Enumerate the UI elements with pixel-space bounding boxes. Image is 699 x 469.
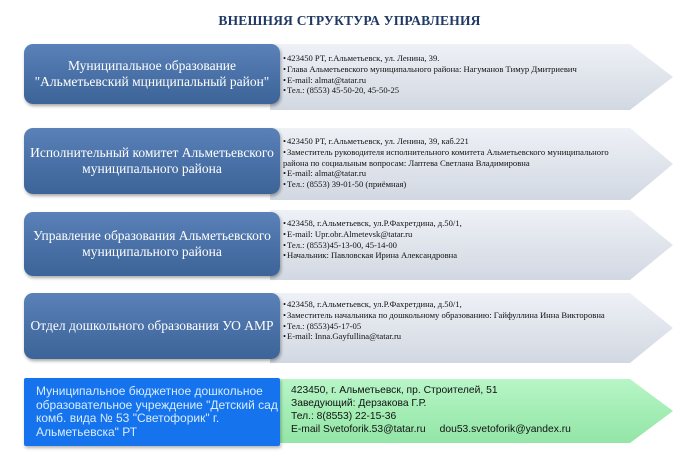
org-box-municipality[interactable] (24, 44, 280, 104)
info-line: •E-mail: almat@tatar.ru (283, 168, 367, 179)
info-text (283, 218, 643, 261)
email-secondary-link[interactable]: dou53.svetoforik@yandex.ru (439, 424, 571, 435)
org-box-education-department[interactable] (24, 212, 280, 276)
info-line: •Тел.: (8553) 39-01-50 (приёмная) (283, 179, 407, 190)
info-line: •E-mail: Upr.obr.Almetevsk@tatar.ru (283, 228, 413, 239)
info-line: 423450, г. Альметьевск, пр. Строителей, 51 (291, 385, 498, 396)
info-text (291, 384, 651, 436)
info-line: •Тел.: (8553)45-17-05 (283, 320, 362, 331)
structure-row-preschool-department (0, 293, 699, 363)
info-text (283, 136, 643, 190)
info-line: •423458, г.Альметьевск, ул.Р.Фахретдина, д.50/1, (283, 218, 462, 228)
info-line: •423458, г.Альметьевск, ул.Р.Фахретдина, д.50/1, (283, 299, 462, 309)
org-box-executive-committee[interactable] (24, 128, 280, 194)
email-primary-link[interactable]: E-mail Svetoforik.53@tatar.ru (291, 424, 426, 435)
info-line: •423450 РТ, г.Альметьевск, ул. Ленина, 39, каб.221 (283, 136, 469, 146)
org-name: Муниципальное образование "Альметьевский мцниципальный район" (34, 58, 270, 89)
org-name: Управление образования Альметьевского муниципального района (33, 228, 271, 259)
org-box-kindergarten[interactable] (24, 378, 280, 446)
info-line: Заведующий: Дерзакова Г.Р. (291, 398, 427, 409)
page-title: ВНЕШНЯЯ СТРУКТУРА УПРАВЛЕНИЯ (218, 13, 481, 28)
info-line-email (291, 423, 651, 436)
org-name: Отдел дошкольного образования УО АМР (30, 318, 274, 333)
info-line: •Тел.: (8553) 45-50-20, 45-50-25 (283, 85, 400, 96)
org-name: Муниципальное бюджетное дошкольное образовательное учреждение "Детский сад комб. вида № 53 "Светофорик" г. Альметьевска" РТ (36, 384, 278, 439)
structure-row-kindergarten (0, 375, 699, 445)
structure-row-education-department (0, 210, 699, 280)
structure-row-municipality (0, 44, 699, 110)
info-line: Тел.: 8(8553) 22-15-36 (291, 411, 397, 422)
info-line: •Глава Альметьевского муниципального района: Нагуманов Тимур Дмитриевич (283, 63, 577, 74)
info-line: •Тел.: (8553)45-13-00, 45-14-00 (283, 239, 397, 250)
info-line: •Заместитель начальника по дошкольному образованию: Гайфуллина Инна Викторовна (283, 309, 605, 320)
info-line: •E-mail: almat@tatar.ru (283, 74, 367, 85)
info-line: •E-mail: Inna.Gayfullina@tatar.ru (283, 331, 402, 342)
org-box-preschool-department[interactable] (24, 293, 280, 359)
info-text (283, 53, 643, 96)
structure-row-executive-committee (0, 128, 699, 200)
info-line: •Заместитель руководителя исполнительного комитета Альметьевского муниципального района по социальным вопросам: Лаптева Светлана Владимировна (283, 146, 609, 168)
info-line: •Начальник: Павловская Ирина Александровна (283, 250, 458, 261)
info-line: •423450 РТ, г.Альметьевск, ул. Ленина, 39. (283, 53, 440, 63)
org-name: Исполнительный комитет Альметьевского муниципального района (30, 145, 274, 176)
info-text (283, 299, 643, 342)
